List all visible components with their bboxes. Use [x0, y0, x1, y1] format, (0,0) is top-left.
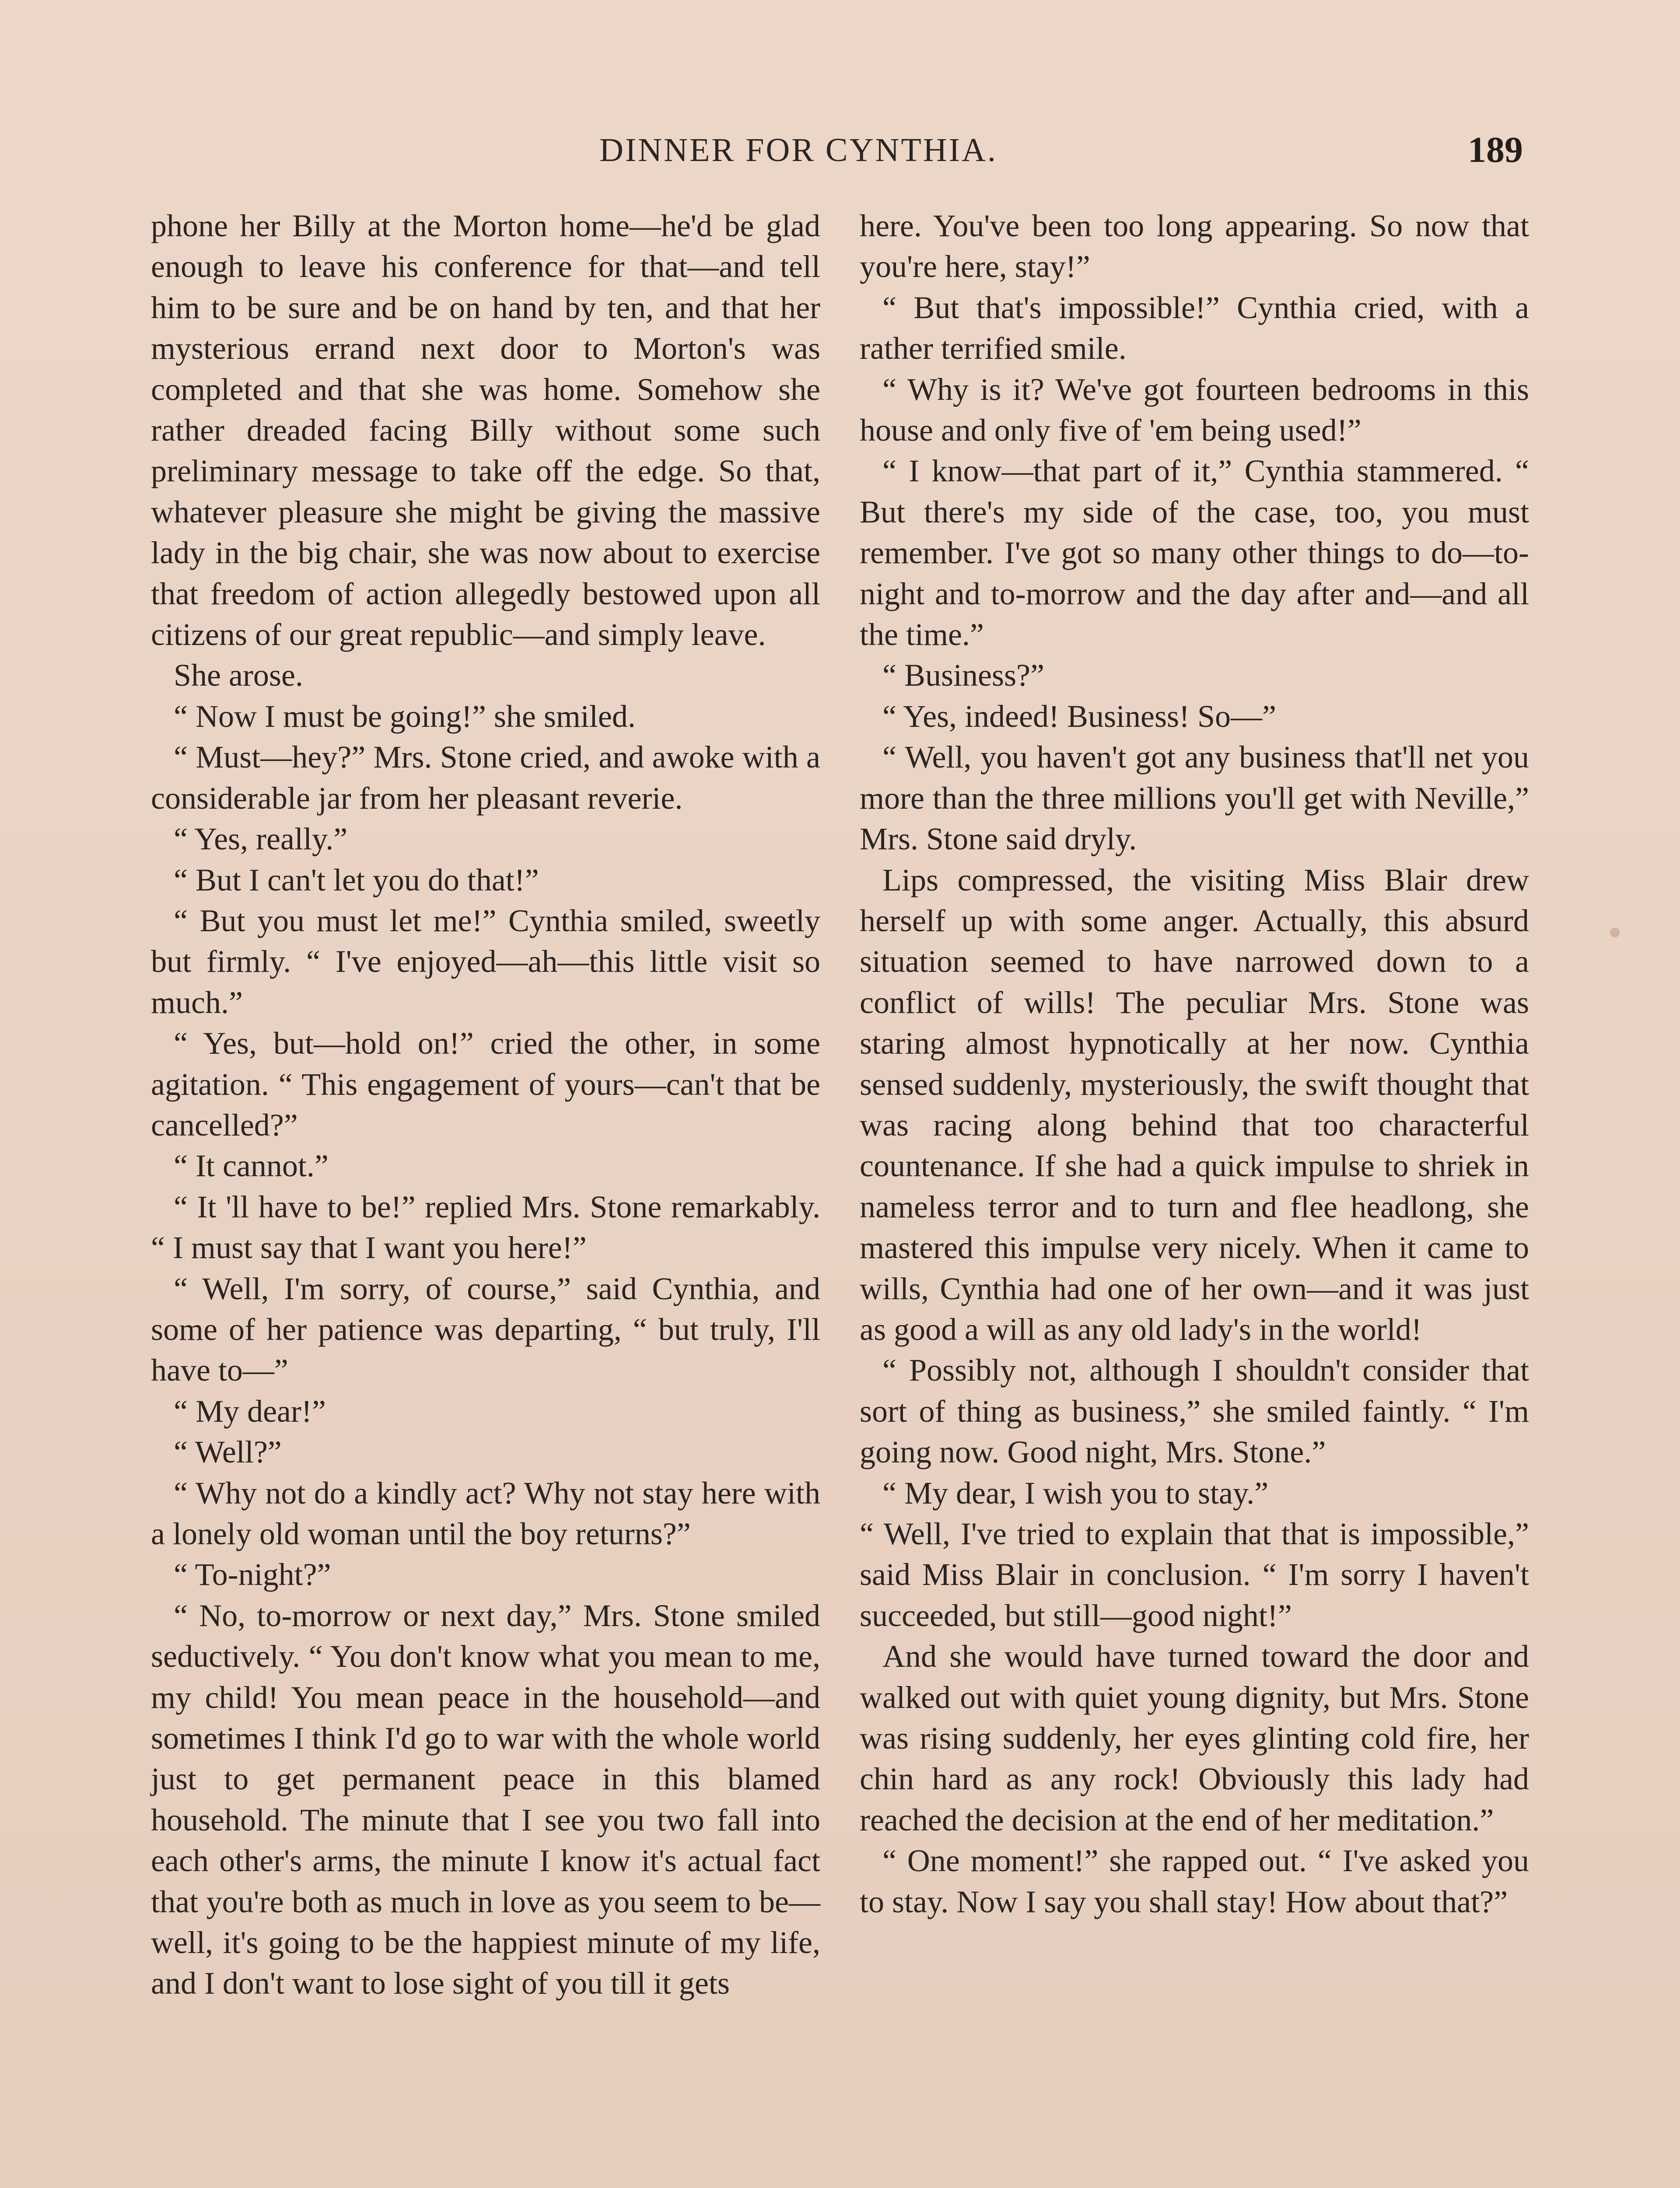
paragraph: “ But I can't let you do that!” [174, 862, 539, 898]
paragraph: “ Now I must be going!” she smiled. [174, 698, 636, 734]
paragraph: “ It 'll have to be!” replied Mrs. Stone remarkably. “ I must say that I want you here!” [151, 1189, 820, 1266]
page-header [0, 131, 1680, 175]
left-column [151, 206, 820, 2188]
paragraph: “ I know—that part of it,” Cynthia stammered. “ But there's my side of the case, too, you must remember. I've got so many other things to do—to-night and to-morrow and the day after and—and all the time.” [860, 453, 1529, 652]
paragraph: “ Why not do a kindly act? Why not stay here with a lonely old woman until the boy returns?” [151, 1475, 820, 1551]
paragraph: “ Yes, indeed! Business! So—” [882, 698, 1276, 734]
paragraph: Lips compressed, the visiting Miss Blair drew herself up with some anger. Actually, this absurd situation seemed to have narrowed down to a conflict of wills! The peculiar Mrs. Stone was staring almost hypnotically at her now. Cynthia sensed suddenly, mysteriously, the swift thought that was racing along behind that too characterful countenance. If she had a quick impulse to shriek in nameless terror and to turn and flee headlong, she mastered this impulse very nicely. When it came to wills, Cynthia had one of her own—and it was just as good a will as any old lady's in the world! [860, 862, 1529, 1347]
page-number: 189 [1468, 130, 1523, 170]
paragraph: “ Well, I've tried to explain that that is impossible,” said Miss Blair in conclusion. “ I'm sorry I haven't succeeded, but still—good night!” [860, 1516, 1529, 1633]
paragraph: She arose. [174, 658, 303, 693]
paragraph: “ Yes, but—hold on!” cried the other, in some agitation. “ This engagement of yours—can't that be cancelled?” [151, 1026, 820, 1143]
paragraph: “ One moment!” she rapped out. “ I've asked you to stay. Now I say you shall stay! How about that?” [860, 1843, 1529, 1919]
paragraph: “ No, to-morrow or next day,” Mrs. Stone smiled seductively. “ You don't know what you mean to me, my child! You mean peace in the household—and sometimes I think I'd go to war with the whole world just to get permanent peace in this blamed household. The minute that I see you two fall into each other's arms, the minute I know it's actual fact that you're both as much in love as you seem to be—well, it's going to be the happiest minute of my life, and I don't want to lose sight of you till it gets [151, 1598, 820, 2001]
paragraph: phone her Billy at the Morton home—he'd be glad enough to leave his conference for that—and tell him to be sure and be on hand by ten, and that her mysterious errand next door to Morton's was completed and that she was home. Somehow she rather dreaded facing Billy without some such preliminary message to take off the edge. So that, whatever pleasure she might be giving the massive lady in the big chair, she was now about to exercise that freedom of action allegedly bestowed upon all citizens of our great republic—and simply leave. [151, 208, 820, 652]
running-title: DINNER FOR CYNTHIA. [599, 132, 998, 168]
right-column [860, 206, 1529, 2188]
paragraph: “ Possibly not, although I shouldn't consider that sort of thing as business,” she smiled faintly. “ I'm going now. Good night, Mrs. Stone.” [860, 1353, 1529, 1470]
paper-blemish [1610, 928, 1620, 937]
paragraph: here. You've been too long appearing. So now that you're here, stay!” [860, 208, 1529, 284]
paragraph: “ But you must let me!” Cynthia smiled, sweetly but firmly. “ I've enjoyed—ah—this little visit so much.” [151, 903, 820, 1020]
paragraph: “ My dear!” [174, 1393, 326, 1429]
paragraph: “ Why is it? We've got fourteen bedrooms in this house and only five of 'em being used!” [860, 372, 1529, 448]
paragraph: “ Must—hey?” Mrs. Stone cried, and awoke with a considerable jar from her pleasant reverie. [151, 740, 820, 816]
paragraph: “ My dear, I wish you to stay.” [882, 1475, 1269, 1511]
paragraph: “ Well, you haven't got any business that'll net you more than the three millions you'll get with Neville,” Mrs. Stone said dryly. [860, 740, 1529, 857]
paragraph: “ But that's impossible!” Cynthia cried, with a rather terrified smile. [860, 290, 1529, 366]
paragraph: “ To-night?” [174, 1557, 331, 1592]
paragraph: “ Yes, really.” [174, 821, 348, 857]
paragraph: “ Well, I'm sorry, of course,” said Cynthia, and some of her patience was departing, “ but truly, I'll have to—” [151, 1271, 820, 1388]
paragraph: “ Business?” [882, 658, 1044, 693]
paragraph: “ It cannot.” [174, 1148, 329, 1184]
paragraph: “ Well?” [174, 1434, 282, 1470]
paragraph: And she would have turned toward the door and walked out with quiet young dignity, but Mrs. Stone was rising suddenly, her eyes glinting cold fire, her chin hard as any rock! Obviously this lady had reached the decision at the end of her meditation.” [860, 1639, 1529, 1837]
